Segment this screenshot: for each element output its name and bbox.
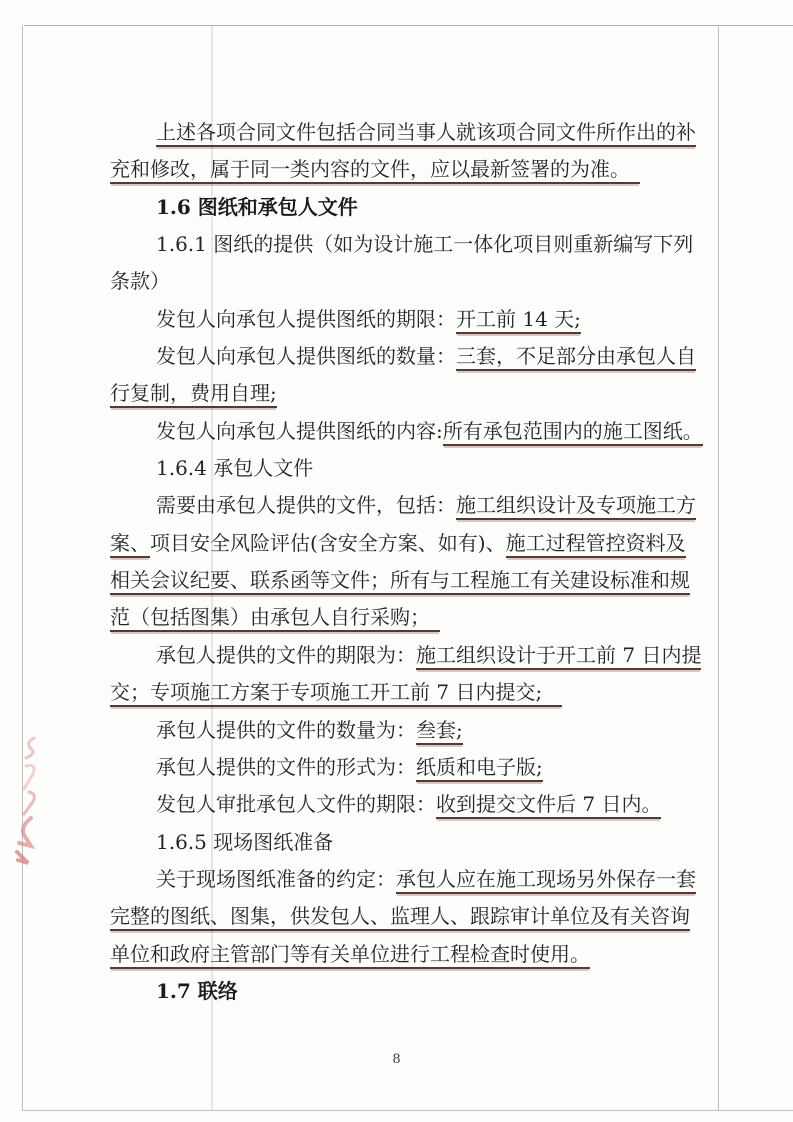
text-line bbox=[110, 786, 694, 823]
page-edge-top bbox=[24, 25, 793, 26]
text-line bbox=[110, 712, 694, 749]
plain-text: 关于现场图纸准备的约定： bbox=[156, 866, 396, 891]
plain-text: 1.6.5 现场图纸准备 bbox=[156, 829, 334, 854]
page-edge-right bbox=[718, 25, 719, 1111]
underlined-text: 开工前 14 天; bbox=[456, 307, 581, 334]
plain-text: 发包人向承包人提供图纸的数量： bbox=[156, 344, 456, 369]
plain-text: 1.6 图纸和承包人文件 bbox=[156, 194, 358, 219]
underlined-text: 行复制，费用自理; bbox=[110, 381, 277, 408]
page-number: 8 bbox=[392, 1052, 401, 1067]
red-ink-smudge bbox=[4, 726, 50, 872]
text-line bbox=[110, 936, 694, 973]
text-line bbox=[110, 413, 703, 450]
plain-text: 发包人向承包人提供图纸的内容: bbox=[156, 418, 443, 443]
underlined-text: 施工组织设计于开工前 7 日内提 bbox=[416, 643, 701, 670]
page-edge-bottom bbox=[22, 1110, 793, 1111]
document-body bbox=[110, 114, 703, 1010]
text-line bbox=[110, 151, 694, 188]
text-line bbox=[110, 637, 702, 674]
plain-text: 1.6.1 图纸的提供（如为设计施工一体化项目则重新编写下列 bbox=[156, 232, 694, 257]
text-line bbox=[110, 450, 694, 487]
underlined-text: 叁套; bbox=[416, 718, 463, 745]
underlined-text: 相关会议纪要、联系函等文件；所有与工程施工有关建设标准和规 bbox=[110, 568, 690, 595]
text-line bbox=[110, 301, 694, 338]
plain-text: 需要由承包人提供的文件，包括： bbox=[156, 493, 456, 518]
underlined-text: 充和修改，属于同一类内容的文件，应以最新签署的为准。 bbox=[110, 157, 640, 184]
plain-text: 条款） bbox=[110, 269, 170, 294]
text-line bbox=[110, 674, 694, 711]
underlined-text: 单位和政府主管部门等有关单位进行工程检查时使用。 bbox=[110, 942, 590, 969]
text-line bbox=[110, 525, 694, 562]
underlined-text: 承包人应在施工现场另外保存一套 bbox=[396, 867, 696, 894]
underlined-text: 施工过程管控资料及 bbox=[506, 531, 686, 558]
page-edge-left bbox=[22, 25, 23, 1111]
underlined-text: 交；专项施工方案于专项施工开工前 7 日内提交; bbox=[110, 680, 562, 707]
text-line bbox=[110, 226, 694, 263]
plain-text: 发包人向承包人提供图纸的期限： bbox=[156, 306, 456, 331]
text-line bbox=[110, 375, 694, 412]
underlined-text: 所有承包范围内的施工图纸。 bbox=[443, 419, 703, 446]
underlined-text: 完整的图纸、图集，供发包人、监理人、跟踪审计单位及有关咨询 bbox=[110, 904, 690, 931]
underlined-text: 纸质和电子版; bbox=[416, 755, 543, 782]
plain-text: 1.7 联络 bbox=[156, 978, 238, 1003]
text-line bbox=[110, 973, 694, 1010]
text-line bbox=[110, 861, 694, 898]
text-line bbox=[110, 338, 694, 375]
text-line bbox=[110, 898, 694, 935]
text-line bbox=[110, 189, 694, 226]
plain-text: 承包人提供的文件的期限为： bbox=[156, 642, 416, 667]
text-line bbox=[110, 599, 694, 636]
plain-text: 承包人提供的文件的数量为： bbox=[156, 717, 416, 742]
plain-text: 发包人审批承包人文件的期限： bbox=[156, 792, 436, 817]
underlined-text: 案、 bbox=[110, 531, 150, 558]
text-line bbox=[110, 749, 694, 786]
underlined-text: 三套，不足部分由承包人自 bbox=[456, 344, 696, 371]
plain-text: 项目安全风险评估(含安全方案、如有)、 bbox=[150, 530, 506, 555]
text-line bbox=[110, 487, 694, 524]
text-line bbox=[110, 824, 694, 861]
underlined-text: 范（包括图集）由承包人自行采购； bbox=[110, 605, 440, 632]
underlined-text: 施工组织设计及专项施工方 bbox=[456, 493, 696, 520]
underlined-text: 上述各项合同文件包括合同当事人就该项合同文件所作出的补 bbox=[156, 120, 696, 147]
plain-text: 承包人提供的文件的形式为： bbox=[156, 754, 416, 779]
text-line bbox=[110, 114, 694, 151]
text-line bbox=[110, 562, 694, 599]
text-line bbox=[110, 263, 694, 300]
plain-text: 1.6.4 承包人文件 bbox=[156, 456, 314, 481]
underlined-text: 收到提交文件后 7 日内。 bbox=[436, 792, 661, 819]
